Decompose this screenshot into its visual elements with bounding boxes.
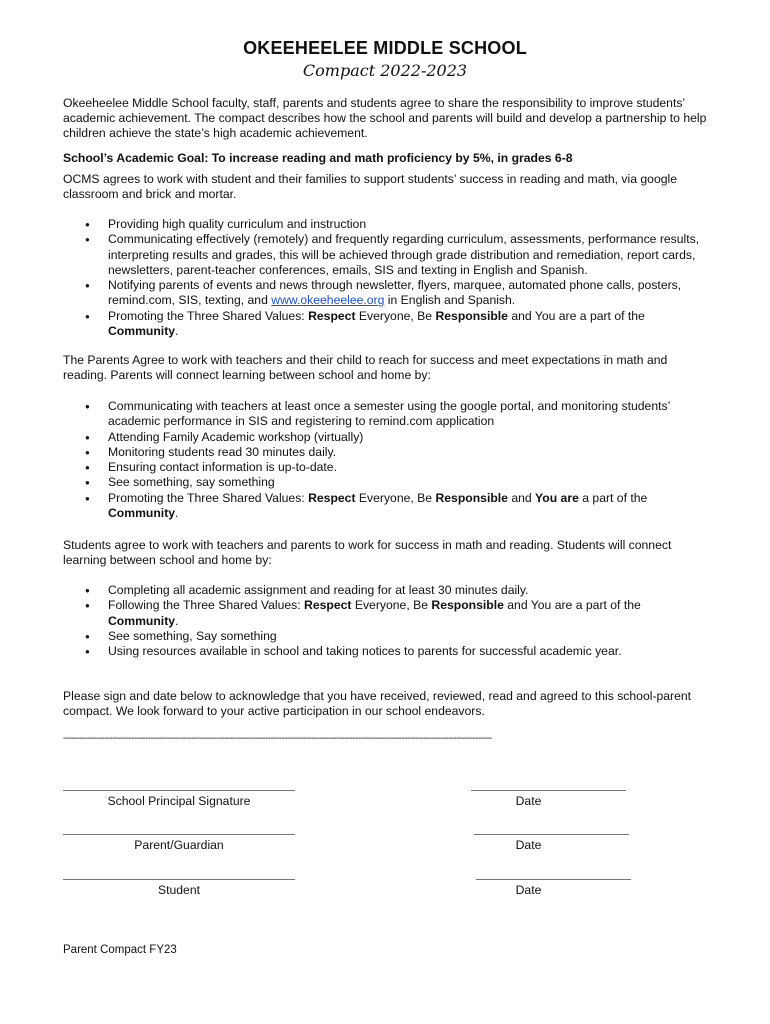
closing-paragraph: Please sign and date below to acknowledge that you have received, reviewed, read and agreed to this school-parent compact. We look forward to your active participation in our school endeavors. — [63, 689, 692, 719]
intro-paragraph: Okeeheelee Middle School faculty, staff, parents and students agree to share the responsibility to improve students’ academic achievement. The compact describes how the school and parents will build and develop a partnership to help children achieve the state’s high academic achievement. — [63, 96, 707, 141]
school-commitments-list — [84, 217, 709, 339]
compact-subtitle: Compact 2022-2023 — [302, 61, 468, 80]
list-item: ● Attending Family Academic workshop (virtually) — [84, 430, 709, 445]
students-commitments-list — [84, 583, 709, 659]
list-item: ● Monitoring students read 30 minutes daily. — [84, 445, 709, 460]
student-signature-label: Student — [157, 883, 200, 897]
parents-commitments-list — [84, 399, 709, 521]
principal-date-label: Date — [515, 794, 542, 808]
school-title: OKEEHEELEE MIDDLE SCHOOL — [243, 38, 527, 58]
cut-line: ------------------------------------------------------------------------------------------------------------------------------------------------------------- — [63, 733, 492, 744]
list-item: ● Following the Three Shared Values: Respect Everyone, Be Responsible and You are a part of the Community. — [84, 598, 709, 629]
list-item: ● Communicating with teachers at least once a semester using the google portal, and monitoring students’ academic performance in SIS and registering to remind.com application — [84, 399, 709, 430]
students-intro: Students agree to work with teachers and parents to work for success in math and reading. Students will connect learning between school and home by: — [63, 538, 672, 568]
principal-signature-label: School Principal Signature — [107, 794, 251, 808]
parents-intro: The Parents Agree to work with teachers and their child to reach for success and meet expectations in math and reading. Parents will connect learning between school and home by: — [63, 353, 668, 383]
parent-signature-label: Parent/Guardian — [134, 838, 224, 852]
student-signature-line[interactable] — [63, 879, 295, 880]
list-item: ● Promoting the Three Shared Values: Respect Everyone, Be Responsible and You are a part of the Community. — [84, 491, 709, 522]
parent-signature-line[interactable] — [63, 834, 295, 835]
academic-goal: School’s Academic Goal: To increase reading and math proficiency by 5%, in grades 6-8 — [63, 151, 573, 165]
list-item: ● See something, Say something — [84, 629, 709, 644]
list-item: ● Using resources available in school and taking notices to parents for successful academic year. — [84, 644, 709, 659]
school-intro: OCMS agrees to work with student and their families to support students’ success in reading and math, via google classroom and brick and mortar. — [63, 172, 677, 202]
student-date-line[interactable] — [476, 879, 631, 880]
parent-date-line[interactable] — [474, 834, 629, 835]
student-date-label: Date — [515, 883, 542, 897]
school-website-link[interactable]: www.okeeheelee.org — [271, 293, 385, 308]
list-item: ● Providing high quality curriculum and instruction — [84, 217, 709, 232]
principal-date-line[interactable] — [471, 790, 626, 791]
principal-signature-line[interactable] — [63, 790, 295, 791]
list-item: ● Notifying parents of events and news through newsletter, flyers, marquee, automated phone calls, posters, remind.com, SIS, texting, and www.okeeheelee.org in English and Spanish. — [84, 278, 709, 309]
list-item: ● Completing all academic assignment and reading for at least 30 minutes daily. — [84, 583, 709, 598]
list-item: ● Communicating effectively (remotely) and frequently regarding curriculum, assessments, performance results, interpreting results and grades, this will be achieved through grade distribution and remediation, report cards, newsletters, parent-teacher conferences, emails, SIS and texting in English and Spanish. — [84, 232, 709, 278]
list-item: ● See something, say something — [84, 475, 709, 490]
parent-date-label: Date — [515, 838, 542, 852]
list-item: ● Promoting the Three Shared Values: Respect Everyone, Be Responsible and You are a part of the Community. — [84, 309, 709, 340]
page-footer: Parent Compact FY23 — [63, 944, 177, 956]
list-item: ● Ensuring contact information is up-to-date. — [84, 460, 709, 475]
